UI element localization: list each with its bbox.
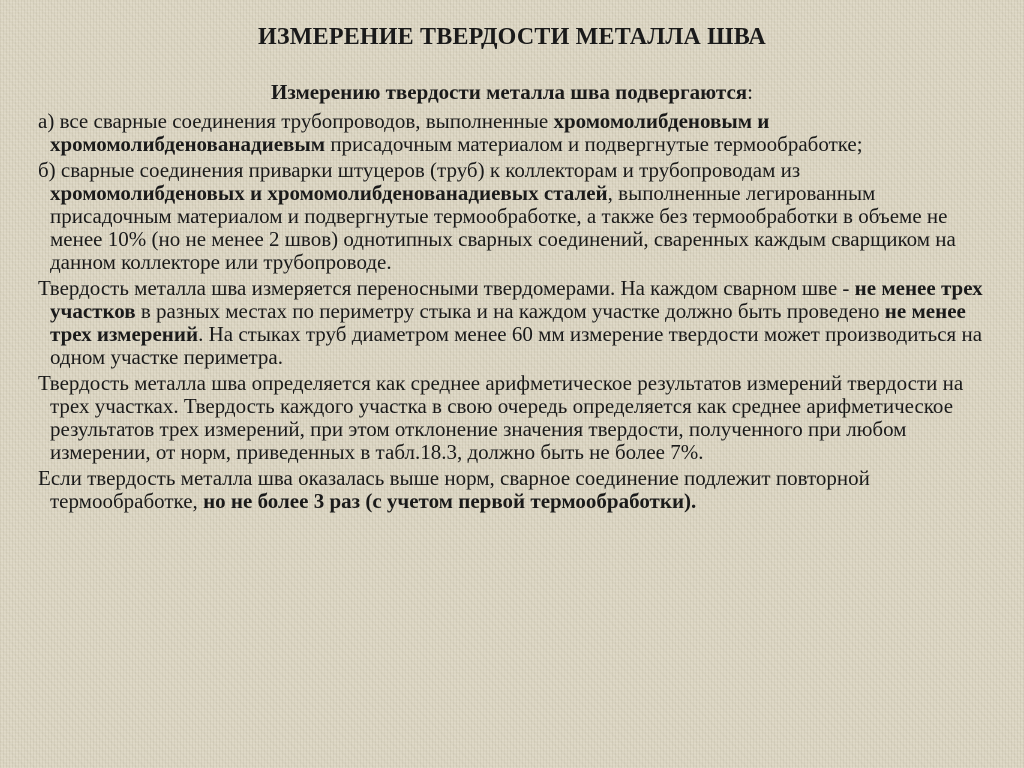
paragraph-b-text-2: , выполненные легированным присадочным материалом и подвергнутые термообработке, а также без термообработки в объеме не менее 10% (но не менее 2 швов) однотипных сварных соединений, сваренных каждым сварщиком на данном коллекторе или трубопроводе. (50, 181, 956, 274)
paragraph-reheat-text-1: Если твердость металла шва оказалась выше норм, сварное соединение подлежит повторной термообработке, (38, 466, 870, 513)
paragraph-measurement-bold-1: не менее трех участков (50, 276, 983, 323)
subtitle-colon: : (747, 80, 753, 104)
paragraph-measurement (38, 277, 998, 369)
paragraph-average (38, 372, 998, 464)
slide-title: ИЗМЕРЕНИЕ ТВЕРДОСТИ МЕТАЛЛА ШВА (258, 24, 766, 50)
slide-body (38, 110, 998, 516)
paragraph-measurement-text-3: . На стыках труб диаметром менее 60 мм измерение твердости может производиться на одном участке периметра. (50, 322, 983, 369)
paragraph-a (38, 110, 998, 156)
paragraph-measurement-text-1: Твердость металла шва измеряется переносными твердомерами. На каждом сварном шве - (38, 276, 855, 300)
paragraph-a-bold-1: хромомолибденовым и хромомолибденованадиевым (50, 109, 770, 156)
paragraph-a-text-1: а) все сварные соединения трубопроводов, выполненные (38, 109, 554, 133)
paragraph-b (38, 159, 998, 274)
paragraph-reheat (38, 467, 998, 513)
paragraph-measurement-text-2: в разных местах по периметру стыка и на каждом участке должно быть проведено (135, 299, 885, 323)
paragraph-reheat-bold-1: но не более 3 раз (с учетом первой термообработки). (203, 489, 697, 513)
paragraph-b-text-1: б) сварные соединения приварки штуцеров (труб) к коллекторам и трубопроводам из (38, 158, 801, 182)
paragraph-measurement-bold-2: не менее трех измерений (50, 299, 966, 346)
paragraph-average-text-1: Твердость металла шва определяется как среднее арифметическое результатов измерений твердости на трех участках. Твердость каждого участка в свою очередь определяется как среднее арифметическое результатов трех измерений, при этом отклонение значения твердости, полученного при любом измерении, от норм, приведенных в табл.18.3, должно быть не более 7%. (38, 371, 964, 464)
slide-subtitle (0, 80, 1024, 105)
subtitle-bold-text: Измерению твердости металла шва подвергаются (271, 80, 748, 104)
paragraph-a-text-2: присадочным материалом и подвергнутые термообработке; (325, 132, 863, 156)
paragraph-b-bold-1: хромомолибденовых и хромомолибденованадиевых сталей (50, 181, 608, 205)
